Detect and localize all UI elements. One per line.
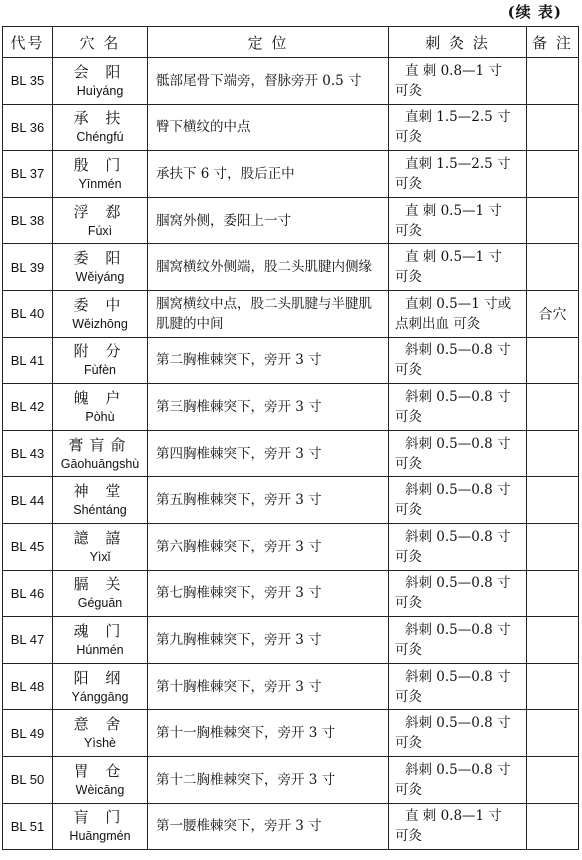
point-name-hanzi: 会 阳 bbox=[73, 62, 127, 81]
point-code: BL 48 bbox=[3, 663, 53, 710]
point-name-pinyin: Húnmén bbox=[76, 642, 124, 657]
point-method-cell bbox=[389, 384, 527, 431]
method-line-1: 斜刺 0.5—0.8 寸 bbox=[405, 761, 511, 778]
method-line-1: 斜刺 0.5—0.8 寸 bbox=[405, 575, 511, 592]
point-method-cell bbox=[389, 151, 527, 198]
point-name-cell bbox=[53, 570, 148, 617]
point-name-hanzi: 意 舍 bbox=[73, 715, 127, 734]
method-line-1: 斜刺 0.5—0.8 寸 bbox=[405, 388, 511, 405]
point-name-cell bbox=[53, 523, 148, 570]
method-line-1: 直刺 0.5—1 寸或 bbox=[405, 295, 512, 312]
method-line-2: 可灸 bbox=[395, 688, 422, 705]
point-name-hanzi: 膏肓俞 bbox=[68, 435, 132, 454]
point-name-hanzi: 殷 门 bbox=[73, 155, 127, 174]
point-location: 第二胸椎棘突下，旁开 3 寸 bbox=[148, 337, 389, 384]
method-line-1: 斜刺 0.5—0.8 寸 bbox=[405, 621, 511, 638]
point-note bbox=[527, 477, 579, 524]
continued-label: (续 表) bbox=[507, 3, 562, 21]
point-method-cell bbox=[389, 290, 527, 337]
method-line-1: 直 刺 0.8—1 寸 bbox=[405, 62, 502, 79]
table-row bbox=[3, 197, 579, 244]
point-code: BL 40 bbox=[3, 290, 53, 337]
table-row bbox=[3, 244, 579, 291]
method-line-1: 斜刺 0.5—0.8 寸 bbox=[405, 528, 511, 545]
method-line-2: 可灸 bbox=[395, 455, 422, 472]
point-name-pinyin: Shéntáng bbox=[73, 503, 127, 518]
point-name-pinyin: Huāngmén bbox=[69, 829, 131, 844]
point-code: BL 41 bbox=[3, 337, 53, 384]
point-note bbox=[527, 244, 579, 291]
method-line-1: 直 刺 0.5—1 寸 bbox=[405, 249, 502, 266]
point-note bbox=[527, 756, 579, 803]
point-code: BL 45 bbox=[3, 523, 53, 570]
point-name-pinyin: Yīnmén bbox=[78, 176, 122, 191]
point-name-hanzi: 浮 郄 bbox=[73, 202, 127, 221]
point-name-pinyin: Wěiyáng bbox=[75, 270, 125, 285]
table-row bbox=[3, 617, 579, 664]
table-row bbox=[3, 58, 579, 105]
point-location: 第七胸椎棘突下，旁开 3 寸 bbox=[148, 570, 389, 617]
point-name-pinyin: Yánggāng bbox=[71, 689, 129, 704]
point-location: 第十二胸椎棘突下，旁开 3 寸 bbox=[148, 756, 389, 803]
method-line-2: 可灸 bbox=[395, 82, 422, 99]
point-name-cell bbox=[53, 803, 148, 850]
method-line-1: 斜刺 0.5—0.8 寸 bbox=[405, 715, 511, 732]
point-note bbox=[527, 197, 579, 244]
point-note bbox=[527, 710, 579, 757]
point-code: BL 38 bbox=[3, 197, 53, 244]
method-line-2: 可灸 bbox=[395, 735, 422, 752]
table-row bbox=[3, 337, 579, 384]
point-code: BL 39 bbox=[3, 244, 53, 291]
point-name-cell bbox=[53, 197, 148, 244]
point-code: BL 51 bbox=[3, 803, 53, 850]
header-method: 刺 灸 法 bbox=[389, 27, 527, 58]
method-line-1: 直刺 1.5—2.5 寸 bbox=[405, 155, 511, 172]
table-row bbox=[3, 384, 579, 431]
point-location: 腘窝外侧，委阳上一寸 bbox=[148, 197, 389, 244]
point-location: 第四胸椎棘突下，旁开 3 寸 bbox=[148, 430, 389, 477]
point-code: BL 37 bbox=[3, 151, 53, 198]
point-method-cell bbox=[389, 803, 527, 850]
point-method-cell bbox=[389, 710, 527, 757]
point-method-cell bbox=[389, 523, 527, 570]
point-note bbox=[527, 104, 579, 151]
method-line-2: 可灸 bbox=[395, 502, 422, 519]
point-code: BL 50 bbox=[3, 756, 53, 803]
point-method-cell bbox=[389, 244, 527, 291]
point-name-pinyin: Huìyáng bbox=[76, 83, 124, 98]
point-note: 合穴 bbox=[527, 290, 579, 337]
point-name-hanzi: 委 阳 bbox=[73, 249, 127, 268]
point-code: BL 44 bbox=[3, 477, 53, 524]
point-name-pinyin: Wěizhōng bbox=[72, 316, 128, 331]
point-code: BL 42 bbox=[3, 384, 53, 431]
point-name-hanzi: 委 中 bbox=[73, 295, 127, 314]
table-row bbox=[3, 104, 579, 151]
point-name-cell bbox=[53, 477, 148, 524]
point-name-hanzi: 神 堂 bbox=[73, 482, 127, 501]
point-code: BL 43 bbox=[3, 430, 53, 477]
point-name-pinyin: Chéngfú bbox=[76, 130, 124, 145]
point-location: 承扶下 6 寸，股后正中 bbox=[148, 151, 389, 198]
point-code: BL 49 bbox=[3, 710, 53, 757]
point-location: 腘窝横纹外侧端，股二头肌腱内侧缘 bbox=[148, 244, 389, 291]
acupoint-table bbox=[2, 26, 579, 850]
point-name-cell bbox=[53, 151, 148, 198]
point-name-cell bbox=[53, 244, 148, 291]
method-line-2: 可灸 bbox=[395, 595, 422, 612]
method-line-2: 可灸 bbox=[395, 781, 422, 798]
point-note bbox=[527, 337, 579, 384]
point-note bbox=[527, 617, 579, 664]
point-name-cell bbox=[53, 290, 148, 337]
method-line-1: 斜刺 0.5—0.8 寸 bbox=[405, 342, 511, 359]
header-note: 备 注 bbox=[527, 27, 579, 58]
point-name-cell bbox=[53, 384, 148, 431]
point-name-cell bbox=[53, 710, 148, 757]
point-name-pinyin: Fúxì bbox=[87, 223, 113, 238]
method-line-2: 可灸 bbox=[395, 269, 422, 286]
point-method-cell bbox=[389, 104, 527, 151]
point-code: BL 35 bbox=[3, 58, 53, 105]
method-line-1: 斜刺 0.5—0.8 寸 bbox=[405, 668, 511, 685]
point-name-cell bbox=[53, 58, 148, 105]
point-name-pinyin: Gāohuāngshù bbox=[60, 456, 140, 471]
point-method-cell bbox=[389, 197, 527, 244]
point-name-cell bbox=[53, 663, 148, 710]
point-method-cell bbox=[389, 337, 527, 384]
point-name-cell bbox=[53, 617, 148, 664]
point-method-cell bbox=[389, 477, 527, 524]
point-method-cell bbox=[389, 430, 527, 477]
table-row bbox=[3, 477, 579, 524]
table-row bbox=[3, 523, 579, 570]
method-line-2: 可灸 bbox=[395, 828, 422, 845]
point-method-cell bbox=[389, 58, 527, 105]
point-method-cell bbox=[389, 663, 527, 710]
point-name-pinyin: Wèicāng bbox=[75, 782, 125, 797]
point-code: BL 46 bbox=[3, 570, 53, 617]
point-location: 第三胸椎棘突下，旁开 3 寸 bbox=[148, 384, 389, 431]
point-location: 第十一胸椎棘突下，旁开 3 寸 bbox=[148, 710, 389, 757]
table-row bbox=[3, 756, 579, 803]
point-code: BL 36 bbox=[3, 104, 53, 151]
table-body bbox=[3, 58, 579, 850]
point-location: 第一腰椎棘突下，旁开 3 寸 bbox=[148, 803, 389, 850]
point-location: 第十胸椎棘突下，旁开 3 寸 bbox=[148, 663, 389, 710]
table-row bbox=[3, 290, 579, 337]
point-note bbox=[527, 803, 579, 850]
method-line-2: 可灸 bbox=[395, 129, 422, 146]
header-location: 定 位 bbox=[148, 27, 389, 58]
point-name-pinyin: Géguān bbox=[77, 596, 123, 611]
point-note bbox=[527, 58, 579, 105]
method-line-2: 可灸 bbox=[395, 408, 422, 425]
point-name-hanzi: 胃 仓 bbox=[73, 761, 127, 780]
point-location: 腘窝横纹中点，股二头肌腱与半腱肌肌腱的中间 bbox=[148, 290, 389, 337]
method-line-1: 斜刺 0.5—0.8 寸 bbox=[405, 482, 511, 499]
method-line-2: 可灸 bbox=[395, 175, 422, 192]
point-location: 第五胸椎棘突下，旁开 3 寸 bbox=[148, 477, 389, 524]
point-location: 骶部尾骨下端旁，督脉旁开 0.5 寸 bbox=[148, 58, 389, 105]
point-note bbox=[527, 570, 579, 617]
point-name-pinyin: Pòhù bbox=[85, 409, 115, 424]
table-row bbox=[3, 663, 579, 710]
point-code: BL 47 bbox=[3, 617, 53, 664]
point-name-hanzi: 魄 户 bbox=[73, 388, 127, 407]
point-note bbox=[527, 523, 579, 570]
table-row bbox=[3, 570, 579, 617]
table-row bbox=[3, 430, 579, 477]
point-name-cell bbox=[53, 430, 148, 477]
header-row bbox=[3, 27, 579, 58]
method-line-1: 直 刺 0.8—1 寸 bbox=[405, 808, 502, 825]
point-name-pinyin: Fùfèn bbox=[84, 363, 116, 378]
method-line-2: 可灸 bbox=[395, 548, 422, 565]
header-code: 代号 bbox=[3, 27, 53, 58]
point-name-hanzi: 附 分 bbox=[73, 342, 127, 361]
method-line-1: 斜刺 0.5—0.8 寸 bbox=[405, 435, 511, 452]
point-note bbox=[527, 663, 579, 710]
point-name-cell bbox=[53, 104, 148, 151]
point-name-cell bbox=[53, 337, 148, 384]
table-row bbox=[3, 803, 579, 850]
point-name-hanzi: 阳 纲 bbox=[73, 668, 127, 687]
point-method-cell bbox=[389, 617, 527, 664]
point-method-cell bbox=[389, 570, 527, 617]
point-name-pinyin: Yìshè bbox=[84, 736, 116, 751]
method-line-2: 可灸 bbox=[395, 641, 422, 658]
point-location: 臀下横纹的中点 bbox=[148, 104, 389, 151]
point-name-hanzi: 譩 譆 bbox=[73, 528, 127, 547]
point-name-hanzi: 肓 门 bbox=[73, 808, 127, 827]
table-row bbox=[3, 710, 579, 757]
point-name-hanzi: 膈 关 bbox=[73, 575, 127, 594]
point-note bbox=[527, 384, 579, 431]
header-name: 穴 名 bbox=[53, 27, 148, 58]
method-line-2: 可灸 bbox=[395, 362, 422, 379]
point-note bbox=[527, 151, 579, 198]
point-method-cell bbox=[389, 756, 527, 803]
table-row bbox=[3, 151, 579, 198]
method-line-1: 直 刺 0.5—1 寸 bbox=[405, 202, 502, 219]
point-name-hanzi: 承 扶 bbox=[73, 109, 127, 128]
method-line-2: 点刺出血 可灸 bbox=[395, 315, 481, 332]
method-line-1: 直刺 1.5—2.5 寸 bbox=[405, 109, 511, 126]
point-location: 第六胸椎棘突下，旁开 3 寸 bbox=[148, 523, 389, 570]
point-note bbox=[527, 430, 579, 477]
point-name-cell bbox=[53, 756, 148, 803]
method-line-2: 可灸 bbox=[395, 222, 422, 239]
point-location: 第九胸椎棘突下，旁开 3 寸 bbox=[148, 617, 389, 664]
point-name-pinyin: Yìxǐ bbox=[89, 549, 111, 564]
point-name-hanzi: 魂 门 bbox=[73, 621, 127, 640]
